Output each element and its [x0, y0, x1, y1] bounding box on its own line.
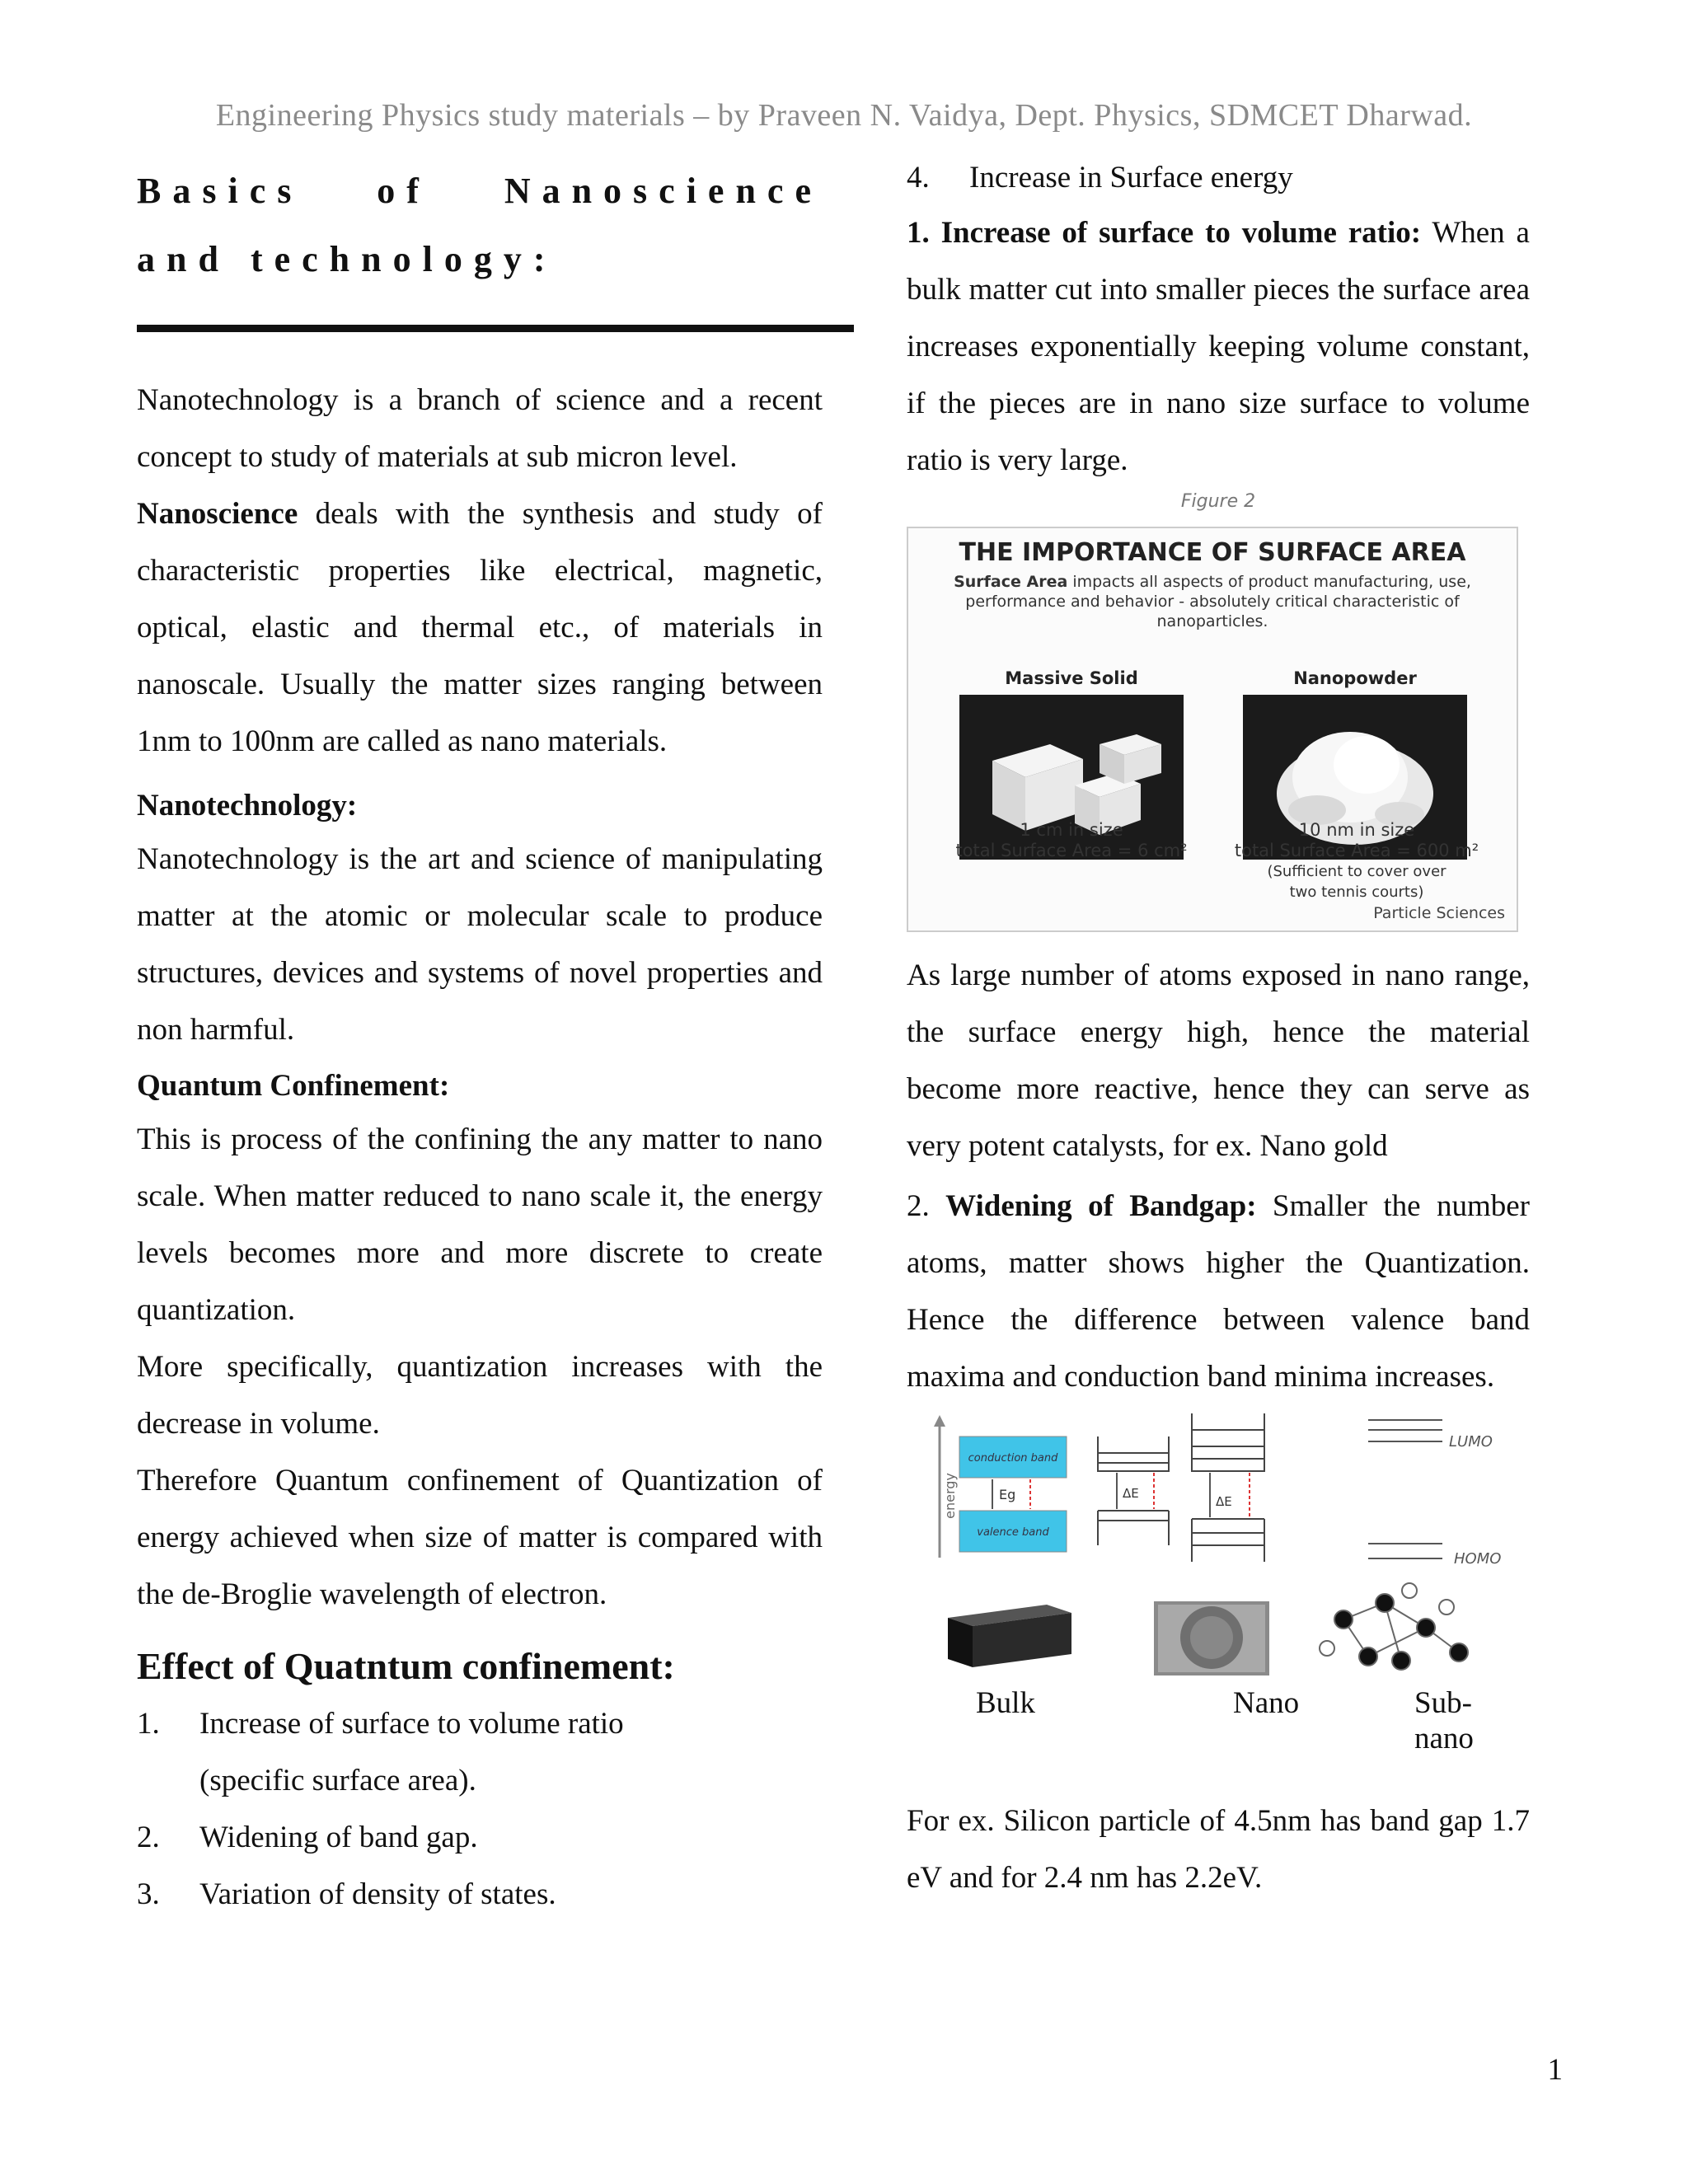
surface-ratio-paragraph	[907, 204, 1530, 489]
list-text: Increase of surface to volume ratio	[199, 1707, 624, 1741]
band-structure-figure	[907, 1413, 1530, 1685]
eg-label: Eg	[999, 1487, 1016, 1502]
nanopowder-caption	[1217, 820, 1497, 902]
subnano-levels	[1192, 1413, 1264, 1562]
massive-solid-size: 1 cm in size	[1020, 820, 1123, 840]
page-number: 1	[1547, 2053, 1563, 2087]
bandgap-paragraph	[907, 1178, 1530, 1405]
left-column	[137, 157, 823, 1923]
nanopowder-size: 10 nm in size	[1298, 820, 1415, 840]
nanopowder-area: total Surface Area = 600 m²	[1234, 841, 1479, 860]
list-item	[137, 1752, 823, 1809]
surface-ratio-text: When a bulk matter cut into smaller pieces the surface area increases exponentially keeping volume constant, if the pieces are in nano size surface to volume ratio is very large.	[907, 216, 1530, 477]
valence-band-label: valence band	[977, 1526, 1049, 1539]
list-number: 3.	[137, 1877, 160, 1911]
list-text: Widening of band gap.	[199, 1821, 478, 1854]
list-number: 4.	[907, 161, 930, 194]
list-text: (specific surface area).	[199, 1764, 476, 1797]
bulk-block-image	[948, 1605, 1071, 1667]
conduction-band-label: conduction band	[968, 1452, 1058, 1465]
bandgap-text: Smaller the number atoms, matter shows higher the Quantization. Hence the difference between valence band maxima and conduction band minima increases.	[907, 1189, 1531, 1394]
nanoscience-paragraph	[137, 485, 823, 770]
figure-desc-text: impacts all aspects of product manufacturing, use, performance and behavior - absolutely critical characteristic of nanoparticles.	[965, 573, 1471, 630]
qc-paragraph-2: More specifically, quantization increases with the decrease in volume.	[137, 1350, 823, 1441]
intro-paragraph: Nanotechnology is a branch of science and a recent concept to study of materials at sub micron level.	[137, 383, 823, 474]
qc-paragraph-1: This is process of the confining the any matter to nano scale. When matter reduced to nano scale it, the energy levels becomes more and more discrete to create quantization.	[137, 1122, 823, 1327]
delta-e-label: ΔE	[1123, 1486, 1139, 1501]
list-text: Variation of density of states.	[199, 1877, 556, 1911]
list-item	[137, 1866, 823, 1923]
list-number: 2.	[137, 1821, 160, 1854]
figure-title: THE IMPORTANCE OF SURFACE AREA	[959, 538, 1466, 567]
effects-list	[137, 1695, 823, 1923]
qc-paragraph-3: Therefore Quantum confinement of Quantization of energy achieved when size of matter is compared with the de-Broglie wavelength of electron.	[137, 1464, 823, 1611]
list-text: Increase in Surface energy	[969, 161, 1293, 194]
figure-credit: Particle Sciences	[1373, 904, 1505, 922]
homo-label: HOMO	[1454, 1550, 1502, 1568]
document-title: Basics of Nanoscience and technology:	[137, 171, 823, 279]
silicon-example: For ex. Silicon particle of 4.5nm has band gap 1.7 eV and for 2.4 nm has 2.2eV.	[907, 1804, 1530, 1895]
nanopowder-note: (Sufficient to cover over two tennis courts)	[1267, 863, 1447, 901]
figure-desc-term: Surface Area	[954, 573, 1068, 591]
molecular-levels	[1368, 1420, 1442, 1558]
effects-heading: Effect of Quatntum confinement:	[137, 1645, 675, 1687]
nanotechnology-paragraph: Nanotechnology is the art and science of manipulating matter at the atomic or molecular scale to produce structures, devices and systems of novel properties and non harmful.	[137, 842, 823, 1047]
band-figure-labels	[907, 1685, 1530, 1755]
list-number	[137, 1752, 199, 1809]
nanopowder-label: Nanopowder	[1293, 668, 1417, 688]
nanoscience-term: Nanoscience	[137, 497, 298, 531]
running-header: Engineering Physics study materials – by Praveen N. Vaidya, Dept. Physics, SDMCET Dharwad.	[215, 98, 1473, 133]
label-sub-nano: Sub-nano	[1414, 1686, 1474, 1755]
label-nano: Nano	[1233, 1686, 1300, 1720]
effect-item-4	[907, 157, 1530, 199]
delta-e-label-2: ΔE	[1216, 1494, 1232, 1509]
quantum-confinement-heading: Quantum Confinement:	[137, 1069, 450, 1103]
energy-axis-label: energy	[942, 1473, 958, 1519]
surface-energy-paragraph: As large number of atoms exposed in nano range, the surface energy high, hence the material become more reactive, hence they can serve as very potent catalysts, for ex. Nano gold	[907, 958, 1530, 1163]
list-item	[137, 1695, 823, 1752]
surface-ratio-heading: 1. Increase of surface to volume ratio:	[907, 216, 1422, 250]
list-number: 1.	[137, 1707, 160, 1741]
bandgap-number: 2.	[907, 1189, 946, 1223]
nanoscience-text: deals with the synthesis and study of characteristic properties like electrical, magnetic, optical, elastic and thermal etc., of materials in nanoscale. Usually the matter sizes ranging between 1nm to 100nm are called as nano materials.	[137, 497, 823, 758]
right-column	[907, 157, 1530, 1906]
figure-caption: Figure 2	[1180, 491, 1256, 512]
title-rule	[137, 325, 854, 332]
massive-solid-caption	[935, 820, 1208, 861]
surface-area-figure	[907, 527, 1518, 932]
lumo-label: LUMO	[1449, 1433, 1493, 1451]
bandgap-heading: Widening of Bandgap:	[945, 1189, 1257, 1223]
massive-solid-label: Massive Solid	[1005, 668, 1138, 688]
cluster-image	[1320, 1583, 1468, 1670]
figure-description	[933, 572, 1492, 631]
massive-solid-area: total Surface Area = 6 cm²	[955, 841, 1188, 860]
label-bulk: Bulk	[976, 1686, 1035, 1720]
list-item	[137, 1809, 823, 1866]
nanoparticle-image	[1154, 1601, 1269, 1675]
nanotechnology-heading: Nanotechnology:	[137, 789, 358, 823]
